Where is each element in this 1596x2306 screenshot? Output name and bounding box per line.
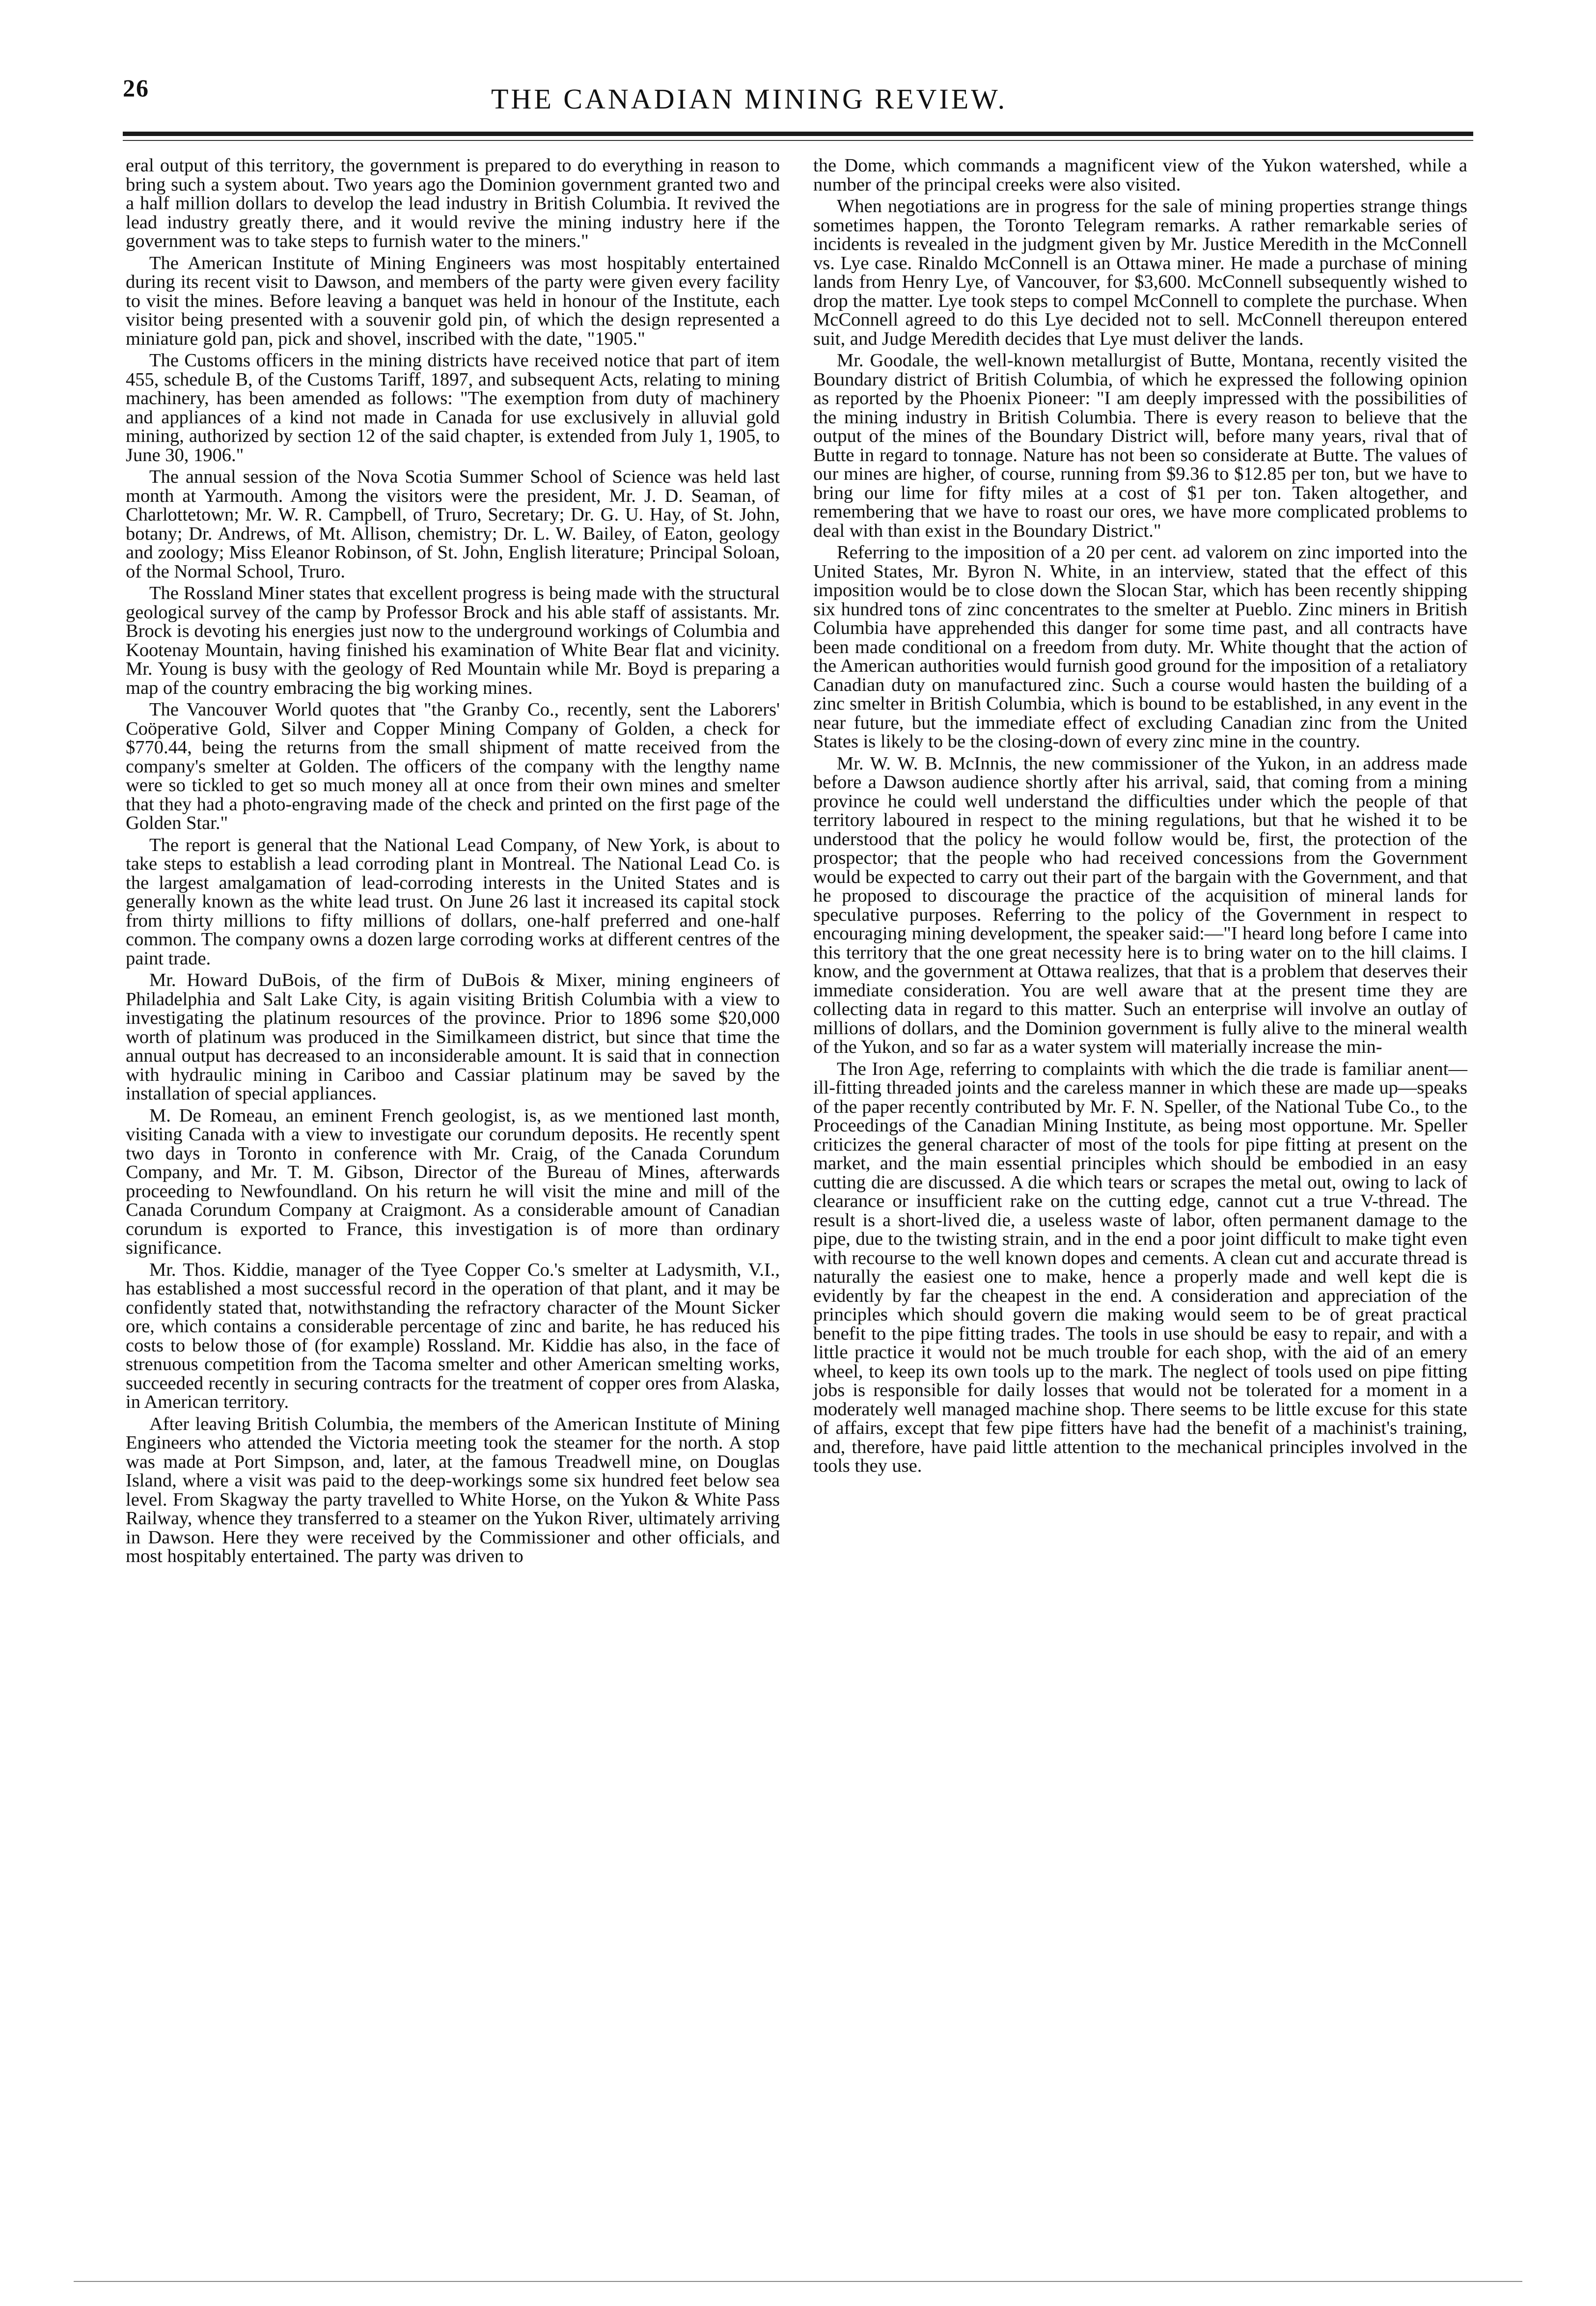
left-paragraph-1: eral output of this territory, the government is prepared to do everything in reason to bring such a system about. Two years ago the Dominion government granted two and a half million dollars to develop the lead industry in British Columbia. It revived the lead industry greatly there, and it would revive the mining industry here if the government was to take steps to furnish water to the miners." <box>126 155 780 251</box>
left-paragraph-6: The Vancouver World quotes that "the Granby Co., recently, sent the Laborers' Coöperative Gold, Silver and Copper Mining Company of Golden, a check for $770.44, being the returns from the small shipment of matte received from the company's smelter at Golden. The officers of the company with the lengthy name were so tickled to get so much money all at once from their own mines and smelter that they had a photo-engraving made of the check and printed on the first page of the Golden Star." <box>126 699 780 833</box>
journal-title: THE CANADIAN MINING REVIEW. <box>491 83 1008 115</box>
left-paragraph-3: The Customs officers in the mining districts have received notice that part of item 455, schedule B, of the Customs Tariff, 1897, and subsequent Acts, relating to mining machinery, has been amended as follows: "The exemption from duty of machinery and appliances of a kind not made in Canada for use exclusively in alluvial gold mining, authorized by section 12 of the said chapter, is extended from July 1, 1905, to June 30, 1906." <box>126 350 780 466</box>
left-paragraph-2: The American Institute of Mining Engineers was most hospitably entertained during its recent visit to Dawson, and members of the party were given every facility to visit the mines. Before leaving a banquet was held in honour of the Institute, each visitor being presented with a souvenir gold pin, of which the design represented a miniature gold pan, pick and shovel, inscribed with the date, "1905." <box>126 252 780 349</box>
right-paragraph-5: Mr. W. W. B. McInnis, the new commissioner of the Yukon, in an address made before a Dawson audience shortly after his arrival, said, that coming from a mining province he could well understand the difficulties under which the people of that territory laboured in respect to the mining regulations, but that he wished it to be understood that the policy he would follow would be, first, the protection of the prospector; that the people who had received concessions from the Government would be expected to carry out their part of the bargain with the Government, and that he proposed to discourage the practice of the acquisition of mineral lands for speculative purposes. Referring to the policy of the Government in respect to encouraging mining development, the speaker said:—"I heard long before I came into this territory that the one great necessity here is to bring water on to the hill claims. I know, and the government at Ottawa realizes, that that is a problem that deserves their immediate consideration. You are well aware that at the present time they are collecting data in regard to this matter. Such an enterprise will involve an outlay of millions of dollars, and the Dominion government is fully alive to the mineral wealth of the Yukon, and so far as a water system will materially increase the min- <box>813 753 1467 1057</box>
bottom-rule <box>74 2281 1522 2282</box>
right-paragraph-1: the Dome, which commands a magnificent view of the Yukon watershed, while a number of the principal creeks were also visited. <box>813 155 1467 195</box>
left-paragraph-4: The annual session of the Nova Scotia Summer School of Science was held last month at Yarmouth. Among the visitors were the president, Mr. J. D. Seaman, of Charlottetown; Mr. W. R. Campbell, of Truro, Secretary; Dr. G. U. Hay, of St. John, botany; Dr. Andrews, of Mt. Allison, chemistry; Dr. L. W. Bailey, of Eaton, geology and zoology; Miss Eleanor Robinson, of St. John, English literature; Principal Soloan, of the Normal School, Truro. <box>126 467 780 582</box>
header-rule-thick <box>123 132 1473 136</box>
left-paragraph-9: M. De Romeau, an eminent French geologist, is, as we mentioned last month, visiting Canada with a view to investigate our corundum deposits. He recently spent two days in Toronto in conference with Mr. Craig, of the Canada Corundum Company, and Mr. T. M. Gibson, Director of the Bureau of Mines, afterwards proceeding to Newfoundland. On his return he will visit the mine and mill of the Canada Corundum Company at Craigmont. As a considerable amount of Canadian corundum is exported to France, this investigation is of more than ordinary significance. <box>126 1105 780 1258</box>
left-paragraph-8: Mr. Howard DuBois, of the firm of DuBois & Mixer, mining engineers of Philadelphia and Salt Lake City, is again visiting British Columbia with a view to investigating the platinum resources of the province. Prior to 1896 some $20,000 worth of platinum was produced in the Similkameen district, but since that time the annual output has decreased to an inconsiderable amount. It is said that in connection with hydraulic mining in Cariboo and Cassiar platinum may be saved by the installation of special appliances. <box>126 970 780 1104</box>
right-paragraph-6: The Iron Age, referring to complaints with which the die trade is familiar anent—ill-fitting threaded joints and the careless manner in which these are made up—speaks of the paper recently contributed by Mr. F. N. Speller, of the National Tube Co., to the Proceedings of the Canadian Mining Institute, as being most opportune. Mr. Speller criticizes the general character of most of the tools for pipe fitting at present on the market, and the main essential principles which should be embodied in an easy cutting die are discussed. A die which tears or scrapes the metal out, owing to lack of clearance or insufficient rake on the cutting edge, cannot cut a true V-thread. The result is a short-lived die, a useless waste of labor, often permanent damage to the pipe, due to the twisting strain, and in the end a poor joint difficult to make tight even with recourse to the well known dopes and cements. A clean cut and accurate thread is naturally the easiest one to make, hence a properly made and well kept die is evidently by far the cheapest in the end. A consideration and appreciation of the principles which should govern die making would seem to be of great practical benefit to the pipe fitting trades. The tools in use should be easy to repair, and with a little practice it would not be much trouble for each shop, with the aid of an emery wheel, to keep its own tools up to the mark. The neglect of tools used on pipe fitting jobs is responsible for daily losses that would not be tolerated for a moment in a moderately well managed machine shop. There seems to be little excuse for this state of affairs, except that few pipe fitters have had the benefit of a machinist's training, and, therefore, have paid little attention to the mechanical principles involved in the tools they use. <box>813 1058 1467 1476</box>
page-number: 26 <box>123 74 149 102</box>
left-column <box>126 156 780 1569</box>
right-paragraph-3: Mr. Goodale, the well-known metallurgist of Butte, Montana, recently visited the Boundary district of British Columbia, of which he expressed the following opinion as reported by the Phoenix Pioneer: "I am deeply impressed with the possibilities of the mining industry in British Columbia. There is every reason to believe that the output of the mines of the Boundary District will, before many years, rival that of Butte in regard to tonnage. Nature has not been so considerate at Butte. The values of our mines are higher, of course, running from $9.36 to $12.85 per ton, but we have to bring our lime for fifty miles at a cost of $1 per ton. Taken altogether, and remembering that we have to roast our ores, we have more complicated problems to deal with than exist in the Boundary District." <box>813 350 1467 541</box>
left-paragraph-7: The report is general that the National Lead Company, of New York, is about to take steps to establish a lead corroding plant in Montreal. The National Lead Co. is the largest amalgamation of lead-corroding interests in the United States and is generally known as the white lead trust. On June 26 last it increased its capital stock from thirty millions to fifty millions of dollars, one-half preferred and one-half common. The company owns a dozen large corroding works at different centres of the paint trade. <box>126 834 780 969</box>
left-paragraph-5: The Rossland Miner states that excellent progress is being made with the structural geological survey of the camp by Professor Brock and his able staff of assistants. Mr. Brock is devoting his energies just now to the underground workings of Columbia and Kootenay Mountain, having finished his examination of White Bear flat and vicinity. Mr. Young is busy with the geology of Red Mountain while Mr. Boyd is preparing a map of the country embracing the big working mines. <box>126 583 780 698</box>
right-paragraph-4: Referring to the imposition of a 20 per cent. ad valorem on zinc imported into the United States, Mr. Byron N. White, in an interview, stated that the effect of this imposition would be to close down the Slocan Star, which has been recently shipping six hundred tons of zinc concentrates to the smelter at Pueblo. Zinc miners in British Columbia have apprehended this danger for some time past, and all contracts have been made conditional on a freedom from duty. Mr. White thought that the action of the American authorities would furnish good ground for the imposition of a retaliatory Canadian duty on manufactured zinc. Such a course would hasten the building of a zinc smelter in British Columbia, which is bound to be established, in any event in the near future, but the immediate effect of excluding Canadian zinc from the United States is likely to be the closing-down of every zinc mine in the country. <box>813 542 1467 752</box>
left-paragraph-11: After leaving British Columbia, the members of the American Institute of Mining Engineers who attended the Victoria meeting took the steamer for the north. A stop was made at Port Simpson, and, later, at the famous Treadwell mine, on Douglas Island, where a visit was paid to the deep-workings some six hundred feet below sea level. From Skagway the party travelled to White Horse, on the Yukon & White Pass Railway, whence they transferred to a steamer on the Yukon River, ultimately arriving in Dawson. Here they were received by the Commissioner and other officials, and most hospitably entertained. The party was driven to <box>126 1413 780 1566</box>
left-paragraph-10: Mr. Thos. Kiddie, manager of the Tyee Copper Co.'s smelter at Ladysmith, V.I., has established a most successful record in the operation of that plant, and it may be confidently stated that, notwithstanding the refractory character of the Mount Sicker ore, which contains a considerable percentage of zinc and barite, he has reduced his costs to below those of (for example) Rossland. Mr. Kiddie has also, in the face of strenuous competition from the Tacoma smelter and other American smelting works, succeeded recently in securing contracts for the treatment of copper ores from Alaska, in American territory. <box>126 1259 780 1412</box>
right-column <box>813 156 1467 1479</box>
right-paragraph-2: When negotiations are in progress for the sale of mining properties strange things sometimes happen, the Toronto Telegram remarks. A rather remarkable series of incidents is revealed in the judgment given by Mr. Justice Meredith in the McConnell vs. Lye case. Rinaldo McConnell is an Ottawa miner. He made a purchase of mining lands from Henry Lye, of Vancouver, for $3,600. McConnell subsequently wished to drop the matter. Lye took steps to compel McConnell to complete the purchase. When McConnell agreed to do this Lye decided not to sell. McConnell thereupon entered suit, and Judge Meredith decides that Lye must deliver the lands. <box>813 196 1467 349</box>
header-rule-thin <box>123 140 1473 141</box>
